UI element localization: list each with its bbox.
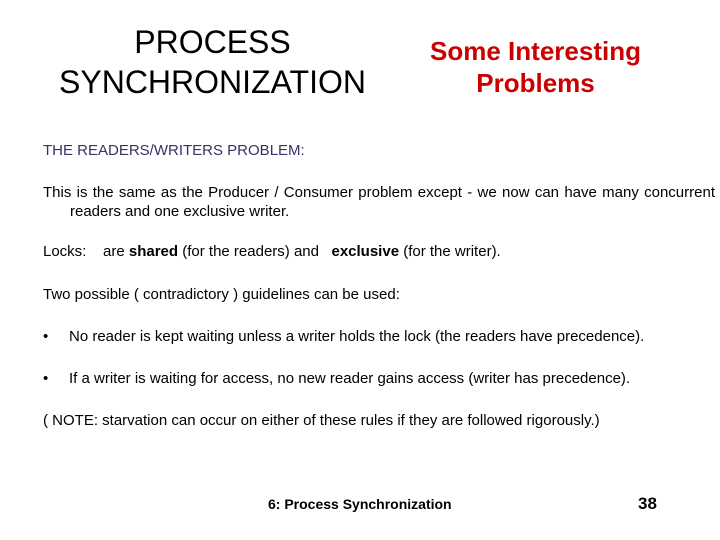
slide-subtitle-line2: Problems: [476, 68, 595, 98]
locks-colon: : are: [82, 243, 129, 260]
bullet-text: No reader is kept waiting unless a writer holds the lock (the readers have precedence).: [69, 328, 645, 345]
slide-title-line2: SYNCHRONIZATION: [59, 64, 366, 100]
note-text: ( NOTE: starvation can occur on either of these rules if they are followed rigorously.): [43, 412, 600, 429]
section-heading: THE READERS/WRITERS PROBLEM:: [43, 142, 305, 159]
bullet-text: If a writer is waiting for access, no new reader gains access (writer has precedence).: [69, 370, 631, 387]
slide-subtitle: [408, 35, 663, 99]
locks-exclusive: exclusive: [331, 243, 400, 260]
locks-middle: (for the readers) and: [178, 243, 332, 260]
intro-paragraph: This is the same as the Producer / Consumer problem except - we now can have many concurrent readers and one exclusive writer.: [43, 184, 715, 220]
locks-shared: shared: [128, 243, 179, 260]
page-number: 38: [638, 494, 657, 513]
locks-end: (for the writer).: [399, 243, 501, 260]
slide-subtitle-line1: Some Interesting: [430, 36, 641, 66]
bullet-marker: •: [43, 328, 49, 345]
bullet-marker: •: [43, 370, 49, 387]
locks-line: [43, 243, 501, 260]
locks-label: Locks: [43, 243, 83, 260]
slide-title: [20, 22, 405, 102]
footer-text: 6: Process Synchronization: [268, 496, 452, 512]
slide-title-line1: PROCESS: [134, 24, 291, 60]
guidelines-intro: Two possible ( contradictory ) guidelines can be used:: [43, 286, 400, 303]
